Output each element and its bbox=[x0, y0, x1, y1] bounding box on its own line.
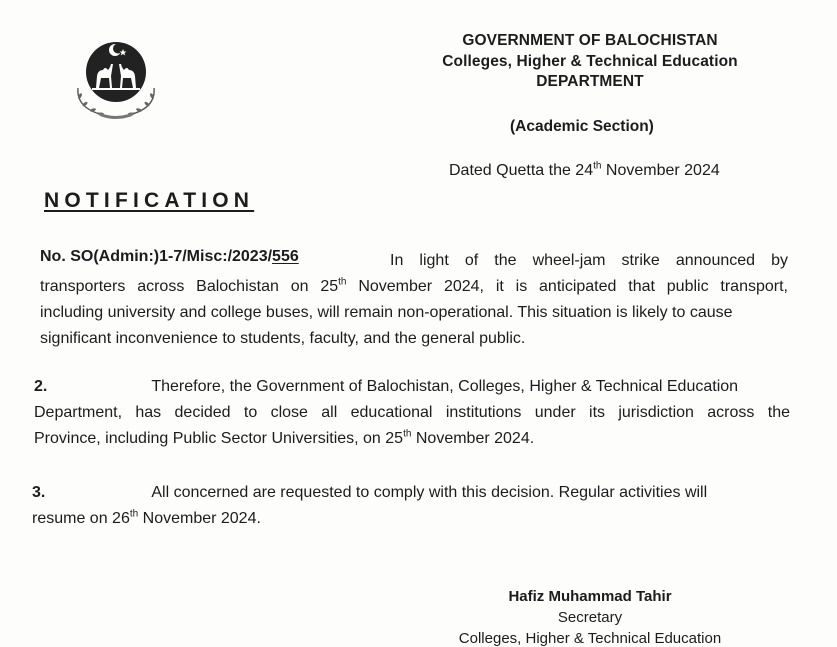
department-label: DEPARTMENT bbox=[536, 73, 644, 90]
government-heading: GOVERNMENT OF BALOCHISTAN bbox=[462, 32, 718, 49]
paragraph-number: 2. bbox=[34, 378, 48, 395]
paragraph-2: 2. Therefore, the Government of Balochistan, Colleges, Higher & Technical Education Department, has decided to close all educational institutions under its jurisdiction across the Province, including Public Sector Universities, on 25th November 2024. bbox=[34, 378, 790, 447]
paragraph-1: In light of the wheel-jam strike announced by transporters across Balochistan on 25th November 2024, it is anticipated that public transport, including university and college buses, will remain non-operational. This situation is likely to cause significant inconvenience to students, faculty, and the general public. bbox=[40, 252, 788, 347]
signatory-name: Hafiz Muhammad Tahir bbox=[508, 588, 672, 605]
page-title: NOTIFICATION bbox=[44, 189, 255, 212]
signatory-designation: Secretary bbox=[557, 609, 623, 626]
paragraph-3: 3. All concerned are requested to comply with this decision. Regular activities will resume on 26th November 2024. bbox=[32, 484, 708, 527]
section-label: (Academic Section) bbox=[510, 118, 654, 135]
signatory-department: Colleges, Higher & Technical Education bbox=[458, 630, 722, 647]
paragraph-number: 3. bbox=[32, 484, 46, 501]
balochistan-seal-icon bbox=[68, 30, 164, 120]
department-heading: Colleges, Higher & Technical Education bbox=[442, 53, 738, 70]
date-line: Dated Quetta the 24th November 2024 bbox=[449, 160, 720, 179]
reference-number: No. SO(Admin:)1-7/Misc:/2023/556 bbox=[40, 248, 299, 265]
